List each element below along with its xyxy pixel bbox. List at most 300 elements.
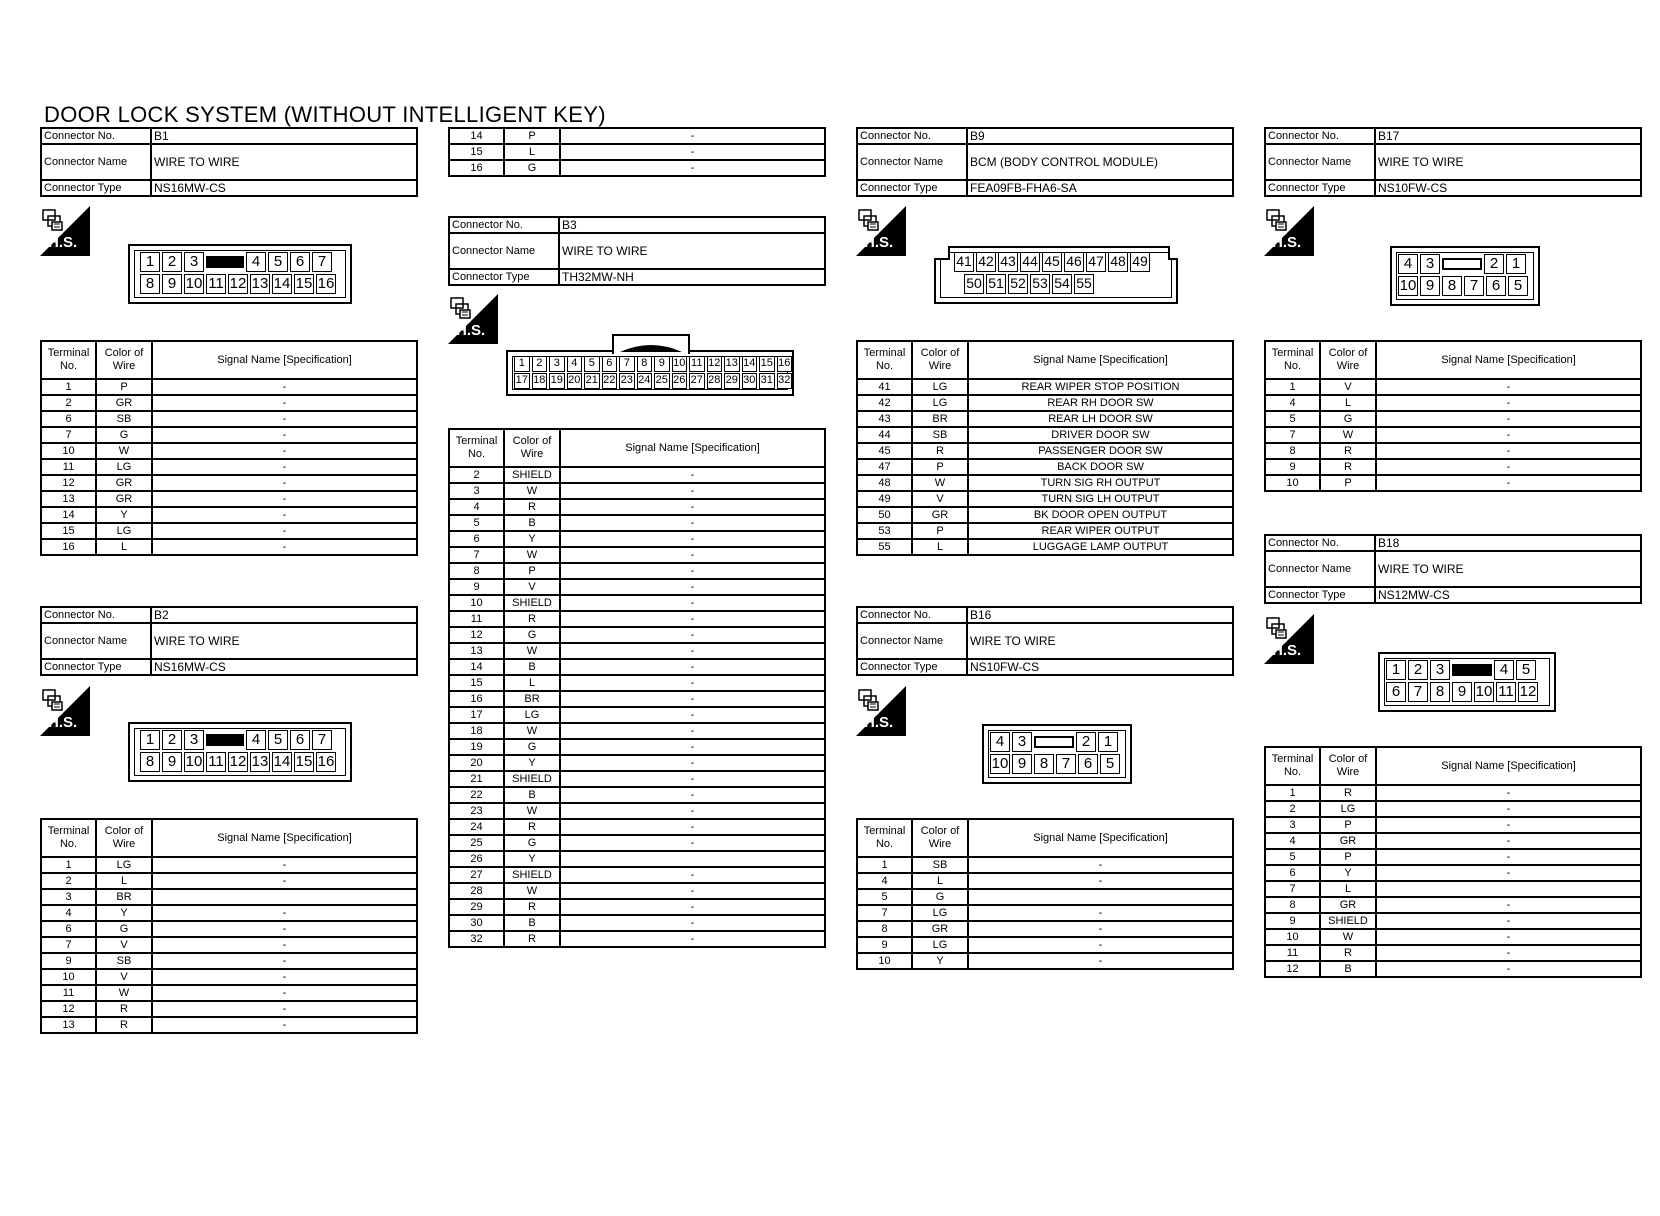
pin: 41 <box>954 252 974 272</box>
hs-label: H.S. <box>864 714 894 731</box>
terminal-no-cell: 18 <box>449 723 504 739</box>
pin: 12 <box>229 753 247 770</box>
signal-name-cell: - <box>1376 785 1641 801</box>
terminal-no-header: Terminal No. <box>857 819 912 857</box>
pin: 53 <box>1030 274 1050 294</box>
pin: 14 <box>273 753 291 770</box>
terminal-no-cell: 29 <box>449 899 504 915</box>
table-row <box>449 691 825 707</box>
terminal-no-cell: 47 <box>857 459 912 475</box>
table-row <box>449 499 825 515</box>
connector-info-b3 <box>448 216 826 286</box>
wire-color-cell: B <box>1320 961 1376 977</box>
wire-color-cell: R <box>96 1017 152 1033</box>
wire-color-cell: LG <box>1320 801 1376 817</box>
connector-type-value: TH32MW-NH <box>559 269 825 285</box>
wire-color-cell: LG <box>504 707 560 723</box>
table-row <box>857 921 1233 937</box>
pin: 25 <box>654 373 670 389</box>
wire-color-cell: P <box>504 128 560 144</box>
pin: 4 <box>246 730 266 750</box>
pin: 9 <box>1420 276 1440 296</box>
signal-name-cell: - <box>1376 443 1641 459</box>
signal-name-cell: - <box>152 411 417 427</box>
pin: 17 <box>514 373 530 389</box>
signal-name-cell: - <box>968 873 1233 889</box>
signal-name-cell: - <box>152 953 417 969</box>
table-row <box>1265 961 1641 977</box>
signal-name-cell: - <box>560 755 825 771</box>
terminal-no-cell: 13 <box>41 491 96 507</box>
wire-color-cell: W <box>1320 929 1376 945</box>
signal-name-cell: - <box>560 128 825 144</box>
signal-name-cell: - <box>152 507 417 523</box>
connector-type-label: Connector Type <box>449 269 559 285</box>
signal-name-cell: - <box>560 883 825 899</box>
terminal-no-cell: 12 <box>41 1001 96 1017</box>
signal-name-cell: - <box>152 1017 417 1033</box>
wire-color-cell: B <box>504 787 560 803</box>
signal-name-cell: - <box>560 467 825 483</box>
terminal-no-cell: 7 <box>1265 427 1320 443</box>
pin: 2 <box>162 252 182 272</box>
wire-color-cell: BR <box>504 691 560 707</box>
signal-name-cell: PASSENGER DOOR SW <box>968 443 1233 459</box>
wire-color-cell: V <box>1320 379 1376 395</box>
wire-color-cell: W <box>504 883 560 899</box>
signal-name-header: Signal Name [Specification] <box>1376 341 1641 379</box>
wire-color-cell: BR <box>96 889 152 905</box>
table-row <box>857 539 1233 555</box>
signal-name-cell: - <box>152 921 417 937</box>
signal-name-cell: TURN SIG LH OUTPUT <box>968 491 1233 507</box>
table-row <box>857 889 1233 905</box>
terminal-no-cell: 24 <box>449 819 504 835</box>
table-row <box>41 395 417 411</box>
signal-name-cell: - <box>560 499 825 515</box>
terminal-table-b1 <box>40 340 418 556</box>
connector-no-value: B3 <box>559 217 825 233</box>
signal-name-cell: - <box>152 427 417 443</box>
pin: 13 <box>251 753 269 770</box>
pin: 2 <box>1408 660 1428 680</box>
wire-color-cell: SHIELD <box>504 467 560 483</box>
pin: 54 <box>1052 274 1072 294</box>
pin: 9 <box>654 356 670 372</box>
wire-color-cell: GR <box>96 395 152 411</box>
table-row <box>41 523 417 539</box>
connector-name-value: WIRE TO WIRE <box>559 233 825 269</box>
harness-side-icon <box>1264 614 1314 664</box>
table-row <box>449 739 825 755</box>
pin: 2 <box>162 730 182 750</box>
pin: 9 <box>1452 682 1472 702</box>
pin: 1 <box>140 730 160 750</box>
table-row <box>857 379 1233 395</box>
signal-name-cell: - <box>560 160 825 176</box>
signal-name-cell: - <box>1376 427 1641 443</box>
connector-name-value: WIRE TO WIRE <box>151 623 417 659</box>
color-of-wire-header: Color of Wire <box>912 819 968 857</box>
table-row <box>1265 443 1641 459</box>
pin: 10 <box>185 275 203 292</box>
terminal-no-cell: 17 <box>449 707 504 723</box>
connector-name-value: WIRE TO WIRE <box>1375 144 1641 180</box>
connector-face-b18 <box>1378 652 1556 712</box>
table-row <box>1265 817 1641 833</box>
table-row <box>449 579 825 595</box>
terminal-no-cell: 2 <box>41 873 96 889</box>
terminal-no-cell: 22 <box>449 787 504 803</box>
terminal-no-cell: 3 <box>1265 817 1320 833</box>
terminal-no-cell: 16 <box>41 539 96 555</box>
connector-info-b9 <box>856 127 1234 197</box>
terminal-no-cell: 7 <box>41 937 96 953</box>
wire-color-cell: V <box>96 969 152 985</box>
table-row <box>41 921 417 937</box>
color-of-wire-header: Color of Wire <box>504 429 560 467</box>
wire-color-cell: Y <box>96 507 152 523</box>
terminal-no-cell: 10 <box>1265 929 1320 945</box>
signal-name-cell: - <box>968 921 1233 937</box>
signal-name-cell: - <box>152 937 417 953</box>
connector-type-label: Connector Type <box>1265 587 1375 603</box>
terminal-no-cell: 2 <box>41 395 96 411</box>
connector-name-label: Connector Name <box>1265 144 1375 180</box>
pin: 4 <box>1398 254 1418 274</box>
signal-name-cell: - <box>1376 817 1641 833</box>
key-slot <box>1452 664 1492 676</box>
connector-no-label: Connector No. <box>41 607 151 623</box>
hs-label: H.S. <box>1272 642 1302 659</box>
connector-name-label: Connector Name <box>41 144 151 180</box>
table-row <box>857 507 1233 523</box>
wire-color-cell: B <box>504 659 560 675</box>
connector-no-value: B1 <box>151 128 417 144</box>
connector-no-label: Connector No. <box>41 128 151 144</box>
connector-name-value: WIRE TO WIRE <box>1375 551 1641 587</box>
wire-color-cell: W <box>504 547 560 563</box>
signal-name-cell: - <box>1376 897 1641 913</box>
harness-side-icon <box>40 686 90 736</box>
pin: 11 <box>206 274 226 294</box>
page-title: DOOR LOCK SYSTEM (WITHOUT INTELLIGENT KEY) <box>44 102 606 127</box>
terminal-no-cell: 6 <box>41 921 96 937</box>
terminal-no-cell: 13 <box>41 1017 96 1033</box>
signal-name-cell: - <box>560 819 825 835</box>
wire-color-cell: V <box>504 579 560 595</box>
terminal-no-cell: 14 <box>449 128 504 144</box>
terminal-no-cell: 19 <box>449 739 504 755</box>
pin: 20 <box>567 373 583 389</box>
table-row <box>449 627 825 643</box>
table-row <box>449 531 825 547</box>
pin: 32 <box>777 373 793 389</box>
terminal-no-cell: 13 <box>449 643 504 659</box>
wire-color-cell: LG <box>912 905 968 921</box>
connector-no-label: Connector No. <box>857 128 967 144</box>
pin: 5 <box>1100 754 1120 774</box>
wire-color-cell: R <box>912 443 968 459</box>
table-row <box>449 563 825 579</box>
table-row <box>449 899 825 915</box>
signal-name-cell: - <box>968 857 1233 873</box>
wire-color-cell: R <box>1320 785 1376 801</box>
table-row <box>1265 427 1641 443</box>
connector-type-value: NS10FW-CS <box>1375 180 1641 196</box>
connector-no-value: B2 <box>151 607 417 623</box>
table-row <box>449 675 825 691</box>
signal-name-header: Signal Name [Specification] <box>152 819 417 857</box>
terminal-no-cell: 10 <box>449 595 504 611</box>
signal-name-cell: - <box>560 515 825 531</box>
terminal-no-cell: 15 <box>449 675 504 691</box>
connector-info-b16 <box>856 606 1234 676</box>
terminal-no-cell: 30 <box>449 915 504 931</box>
wire-color-cell: L <box>912 873 968 889</box>
table-row <box>857 953 1233 969</box>
connector-name-value: WIRE TO WIRE <box>967 623 1233 659</box>
table-row <box>449 547 825 563</box>
pin: 5 <box>584 356 600 372</box>
pin: 6 <box>1078 754 1098 774</box>
terminal-no-cell: 25 <box>449 835 504 851</box>
pin: 8 <box>1442 276 1462 296</box>
table-row <box>41 411 417 427</box>
harness-side-icon <box>856 686 906 736</box>
table-row <box>449 467 825 483</box>
signal-name-cell: - <box>560 803 825 819</box>
wire-color-cell: Y <box>1320 865 1376 881</box>
table-row <box>449 128 825 144</box>
terminal-no-header: Terminal No. <box>857 341 912 379</box>
pin: 16 <box>317 275 335 292</box>
signal-name-cell: - <box>1376 459 1641 475</box>
wire-color-cell: R <box>96 1001 152 1017</box>
wire-color-cell: L <box>504 675 560 691</box>
hs-label: H.S. <box>1272 234 1302 251</box>
pin: 8 <box>1034 754 1054 774</box>
signal-name-cell <box>560 851 825 867</box>
pin: 55 <box>1074 274 1094 294</box>
signal-name-cell: DRIVER DOOR SW <box>968 427 1233 443</box>
terminal-no-cell: 14 <box>41 507 96 523</box>
table-row <box>1265 897 1641 913</box>
terminal-no-cell: 7 <box>449 547 504 563</box>
table-row <box>41 969 417 985</box>
wire-color-cell: R <box>1320 459 1376 475</box>
terminal-no-cell: 26 <box>449 851 504 867</box>
connector-face-b1 <box>128 244 352 304</box>
terminal-no-cell: 3 <box>449 483 504 499</box>
connector-face-b3 <box>506 350 794 396</box>
terminal-no-header: Terminal No. <box>1265 747 1320 785</box>
terminal-no-cell: 1 <box>857 857 912 873</box>
terminal-no-cell: 4 <box>449 499 504 515</box>
wire-color-cell: R <box>504 931 560 947</box>
wire-color-cell: GR <box>1320 897 1376 913</box>
color-of-wire-header: Color of Wire <box>912 341 968 379</box>
pin: 51 <box>986 274 1006 294</box>
wire-color-cell: LG <box>96 857 152 873</box>
signal-name-cell: - <box>560 531 825 547</box>
terminal-no-cell: 4 <box>1265 395 1320 411</box>
terminal-no-cell: 1 <box>41 379 96 395</box>
pin: 15 <box>759 356 775 372</box>
signal-name-cell: - <box>560 787 825 803</box>
table-row <box>41 443 417 459</box>
table-row <box>1265 801 1641 817</box>
wire-color-cell: R <box>504 611 560 627</box>
signal-name-cell: - <box>152 491 417 507</box>
table-row <box>1265 459 1641 475</box>
connector-no-label: Connector No. <box>449 217 559 233</box>
table-row <box>41 1001 417 1017</box>
table-row <box>41 985 417 1001</box>
table-row <box>1265 785 1641 801</box>
wire-color-cell: P <box>912 523 968 539</box>
signal-name-cell: REAR WIPER OUTPUT <box>968 523 1233 539</box>
signal-name-cell: - <box>560 579 825 595</box>
connector-type-value: NS10FW-CS <box>967 659 1233 675</box>
signal-name-cell: - <box>560 691 825 707</box>
terminal-no-cell: 11 <box>1265 945 1320 961</box>
key-slot <box>206 256 244 268</box>
table-row <box>41 491 417 507</box>
pin: 10 <box>185 753 203 770</box>
signal-name-cell: - <box>560 627 825 643</box>
table-row <box>41 539 417 555</box>
terminal-no-cell: 4 <box>41 905 96 921</box>
terminal-no-header: Terminal No. <box>449 429 504 467</box>
harness-side-icon <box>448 294 498 344</box>
hs-label: H.S. <box>48 234 78 251</box>
table-row <box>41 905 417 921</box>
connector-name-label: Connector Name <box>857 144 967 180</box>
wire-color-cell: P <box>1320 817 1376 833</box>
wire-color-cell: G <box>504 739 560 755</box>
connector-name-value: BCM (BODY CONTROL MODULE) <box>967 144 1233 180</box>
terminal-no-cell: 11 <box>41 985 96 1001</box>
terminal-no-cell: 2 <box>1265 801 1320 817</box>
signal-name-cell: - <box>152 857 417 873</box>
signal-name-header: Signal Name [Specification] <box>1376 747 1641 785</box>
wire-color-cell: G <box>1320 411 1376 427</box>
pin: 8 <box>140 752 160 772</box>
pin: 15 <box>295 753 313 770</box>
connector-no-value: B9 <box>967 128 1233 144</box>
terminal-table-b18 <box>1264 746 1642 978</box>
table-row <box>449 915 825 931</box>
wire-color-cell: W <box>504 803 560 819</box>
wire-color-cell: W <box>504 483 560 499</box>
table-row <box>1265 881 1641 897</box>
signal-name-cell: - <box>152 873 417 889</box>
terminal-no-cell: 28 <box>449 883 504 899</box>
signal-name-cell: - <box>1376 475 1641 491</box>
hs-label: H.S. <box>456 322 486 339</box>
pin: 7 <box>619 356 635 372</box>
table-row <box>449 819 825 835</box>
terminal-no-cell: 9 <box>857 937 912 953</box>
terminal-table-b17 <box>1264 340 1642 492</box>
terminal-no-cell: 20 <box>449 755 504 771</box>
table-row <box>857 905 1233 921</box>
terminal-no-header: Terminal No. <box>1265 341 1320 379</box>
wire-color-cell: L <box>96 539 152 555</box>
connector-type-value: FEA09FB-FHA6-SA <box>967 180 1233 196</box>
pin: 52 <box>1008 274 1028 294</box>
pin: 1 <box>1506 254 1526 274</box>
terminal-table-b16 <box>856 818 1234 970</box>
wire-color-cell: L <box>504 144 560 160</box>
pin: 3 <box>1420 254 1440 274</box>
table-row <box>449 931 825 947</box>
pin: 1 <box>1386 660 1406 680</box>
harness-side-icon <box>856 206 906 256</box>
terminal-no-cell: 8 <box>449 563 504 579</box>
connector-type-label: Connector Type <box>857 659 967 675</box>
wire-color-cell: W <box>1320 427 1376 443</box>
signal-name-cell: - <box>560 643 825 659</box>
connector-face-b16 <box>982 724 1132 784</box>
signal-name-cell: - <box>968 937 1233 953</box>
terminal-no-cell: 53 <box>857 523 912 539</box>
pin: 6 <box>290 252 310 272</box>
table-row <box>449 144 825 160</box>
table-row <box>1265 849 1641 865</box>
terminal-no-cell: 3 <box>41 889 96 905</box>
signal-name-cell: - <box>968 905 1233 921</box>
pin: 27 <box>689 373 705 389</box>
signal-name-cell <box>968 889 1233 905</box>
table-row <box>449 160 825 176</box>
table-row <box>1265 865 1641 881</box>
wire-color-cell: SHIELD <box>504 867 560 883</box>
table-row <box>857 873 1233 889</box>
table-row <box>41 379 417 395</box>
signal-name-cell: - <box>560 595 825 611</box>
table-row <box>857 427 1233 443</box>
wire-color-cell: Y <box>504 755 560 771</box>
connector-no-label: Connector No. <box>1265 535 1375 551</box>
connector-face-b2 <box>128 722 352 782</box>
wire-color-cell: LG <box>912 379 968 395</box>
pin: 4 <box>567 356 583 372</box>
wire-color-cell: G <box>96 921 152 937</box>
signal-name-cell: - <box>152 905 417 921</box>
signal-name-cell: - <box>560 144 825 160</box>
table-row <box>1265 833 1641 849</box>
pin: 7 <box>312 252 332 272</box>
terminal-no-cell: 8 <box>1265 897 1320 913</box>
terminal-no-cell: 15 <box>449 144 504 160</box>
wire-color-cell: L <box>1320 395 1376 411</box>
terminal-table-b9 <box>856 340 1234 556</box>
terminal-no-cell: 8 <box>857 921 912 937</box>
connector-no-label: Connector No. <box>857 607 967 623</box>
color-of-wire-header: Color of Wire <box>1320 341 1376 379</box>
pin: 6 <box>602 356 618 372</box>
wire-color-cell: SHIELD <box>1320 913 1376 929</box>
terminal-no-cell: 48 <box>857 475 912 491</box>
terminal-no-cell: 8 <box>1265 443 1320 459</box>
wire-color-cell: G <box>504 627 560 643</box>
key-slot <box>1442 258 1482 270</box>
pin: 12 <box>1519 683 1537 700</box>
pin: 49 <box>1130 252 1150 272</box>
pin: 9 <box>1012 754 1032 774</box>
